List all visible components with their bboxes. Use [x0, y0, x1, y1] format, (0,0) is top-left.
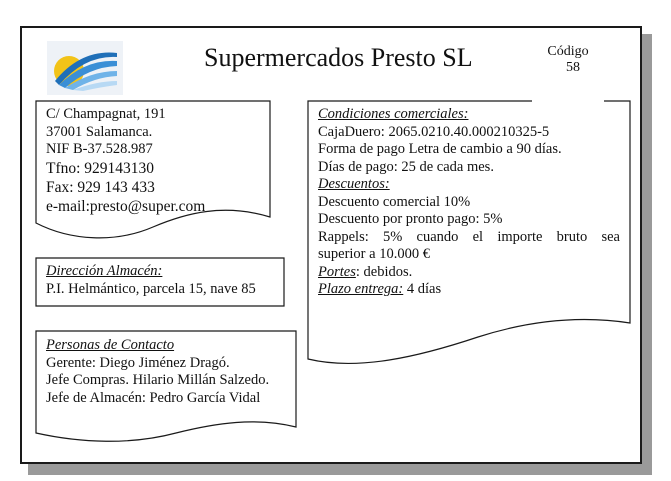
delivery-label: Plazo entrega:: [318, 281, 404, 297]
company-logo: [47, 41, 123, 95]
shipping-value: : debidos.: [355, 263, 413, 280]
code-box: [532, 44, 604, 102]
address-fax: Fax: 929 143 433: [46, 178, 155, 196]
bank-account: CajaDuero: 2065.0210.40.000210325-5: [318, 123, 550, 140]
company-name: Supermercados Presto SL: [204, 43, 473, 72]
address-card: [36, 101, 270, 243]
rappels-line-1: Rappels: 5% cuando el importe bruto sea: [318, 228, 620, 245]
code-label: Código: [547, 44, 589, 59]
discounts-heading: Descuentos:: [318, 176, 390, 192]
conditions-card: [308, 101, 630, 371]
wave-globe-logo-icon: [47, 41, 123, 95]
address-email: e-mail:presto@super.com: [46, 197, 206, 215]
contacts-card: [36, 331, 296, 443]
address-street: C/ Champagnat, 191: [46, 106, 166, 122]
contact-warehouse: Jefe de Almacén: Pedro García Vidal: [46, 389, 261, 406]
address-nif: NIF B-37.528.987: [46, 141, 153, 157]
warehouse-heading: Dirección Almacén:: [46, 263, 163, 279]
shipping-label: Portes: [318, 263, 356, 280]
address-city: 37001 Salamanca.: [46, 123, 153, 140]
shipping-terms: [318, 264, 620, 282]
contacts-heading: Personas de Contacto: [46, 337, 175, 353]
payment-days: Días de pago: 25 de cada mes.: [318, 158, 494, 175]
delivery-value: 4 días: [403, 281, 442, 297]
contact-purchasing: Jefe Compras. Hilario Millán Salzedo.: [46, 372, 270, 388]
discount-early-payment: Descuento por pronto pago: 5%: [318, 211, 503, 227]
warehouse-card: [36, 258, 284, 308]
warehouse-address: P.I. Helmántico, parcela 15, nave 85: [46, 280, 256, 297]
contact-manager: Gerente: Diego Jiménez Dragó.: [46, 354, 230, 371]
conditions-heading: Condiciones comerciales:: [318, 106, 469, 122]
address-phone: Tfno: 929143130: [46, 159, 155, 177]
delivery-terms: [318, 281, 620, 299]
payment-form: Forma de pago Letra de cambio a 90 días.: [318, 141, 562, 157]
rappels-line-2: superior a 10.000 €: [318, 246, 430, 262]
code-value: 58: [566, 60, 580, 75]
discount-commercial: Descuento comercial 10%: [318, 193, 471, 210]
